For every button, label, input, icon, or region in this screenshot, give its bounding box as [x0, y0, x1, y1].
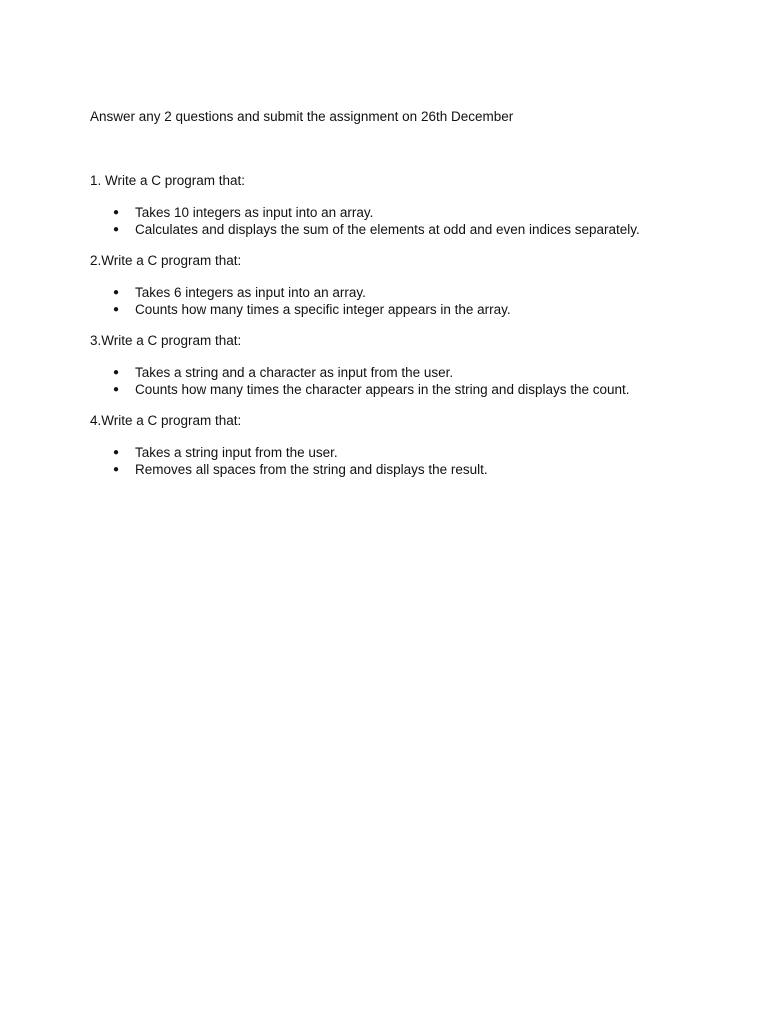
requirement-item: [90, 284, 730, 301]
requirement-text: Calculates and displays the sum of the elements at odd and even indices separately.: [135, 222, 640, 237]
bullet-icon: ●: [113, 224, 120, 235]
requirement-text: Takes a string and a character as input from the user.: [135, 365, 454, 380]
bullet-icon: ●: [113, 384, 120, 395]
question-title: 1. Write a C program that:: [90, 173, 246, 188]
question-2: [90, 252, 730, 318]
bullet-icon: ●: [113, 207, 120, 218]
question-3: [90, 332, 730, 398]
assignment-instruction: Answer any 2 questions and submit the assignment on 26th December: [90, 109, 514, 124]
bullet-icon: ●: [113, 304, 120, 315]
requirement-text: Takes 10 integers as input into an array.: [135, 205, 374, 220]
requirement-item: [90, 221, 730, 238]
bullet-icon: ●: [113, 367, 120, 378]
requirement-item: [90, 204, 730, 221]
question-4: [90, 412, 730, 478]
requirement-item: [90, 381, 730, 398]
requirement-list: [90, 284, 730, 318]
bullet-icon: ●: [113, 447, 120, 458]
requirement-text: Takes a string input from the user.: [135, 445, 338, 460]
question-title: 3.Write a C program that:: [90, 333, 242, 348]
requirement-item: [90, 444, 730, 461]
requirement-text: Counts how many times the character appears in the string and displays the count.: [135, 382, 630, 397]
requirement-text: Takes 6 integers as input into an array.: [135, 285, 366, 300]
requirement-item: [90, 301, 730, 318]
requirement-text: Counts how many times a specific integer appears in the array.: [135, 302, 511, 317]
bullet-icon: ●: [113, 464, 120, 475]
requirement-list: [90, 364, 730, 398]
requirement-item: [90, 364, 730, 381]
requirement-text: Removes all spaces from the string and displays the result.: [135, 462, 488, 477]
requirement-list: [90, 204, 730, 238]
question-title: 4.Write a C program that:: [90, 413, 242, 428]
question-1: [90, 172, 730, 238]
requirement-list: [90, 444, 730, 478]
question-title: 2.Write a C program that:: [90, 253, 242, 268]
requirement-item: [90, 461, 730, 478]
bullet-icon: ●: [113, 287, 120, 298]
